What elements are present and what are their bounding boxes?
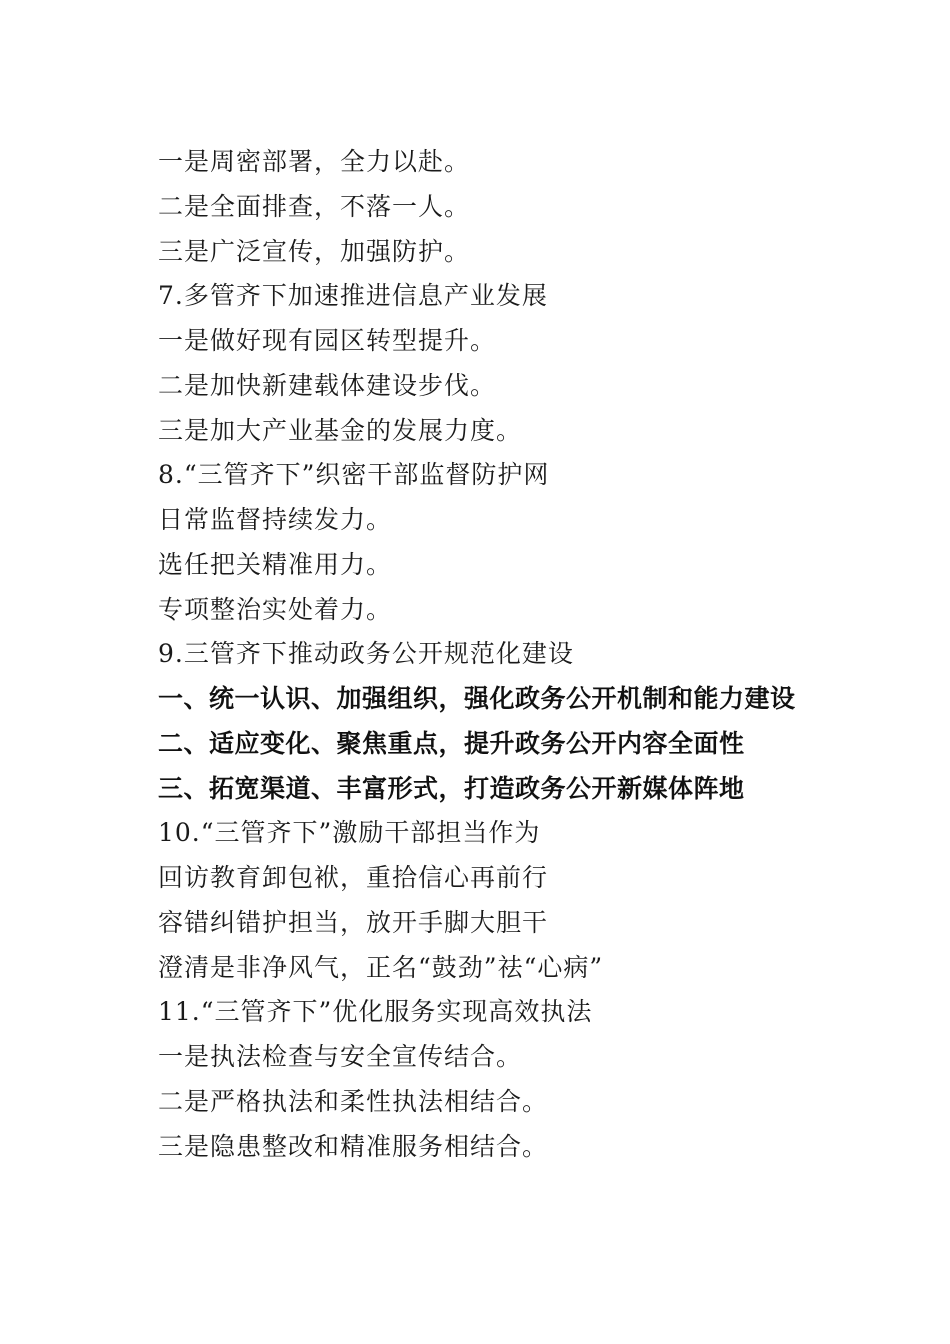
text-line: 澄清是非净风气，正名“鼓劲”祛“心病”: [158, 952, 604, 982]
section-heading: 8.“三管齐下”织密干部监督防护网: [158, 460, 550, 490]
text-line: 专项整治实处着力。: [158, 594, 393, 624]
bold-text-line: 二、适应变化、聚焦重点，提升政务公开内容全面性: [158, 728, 745, 758]
text-line: 选任把关精准用力。: [158, 549, 393, 579]
section-heading: 11.“三管齐下”优化服务实现高效执法: [158, 997, 593, 1027]
text-line: 日常监督持续发力。: [158, 505, 393, 534]
bold-text-line: 一、统一认识、加强组织，强化政务公开机制和能力建设: [158, 684, 796, 713]
text-line: 一是周密部署，全力以赴。: [158, 147, 471, 176]
text-line: 二是严格执法和柔性执法相结合。: [158, 1086, 549, 1116]
text-line: 二是全面排查，不落一人。: [158, 191, 471, 221]
text-line: 回访教育卸包袱，重拾信心再前行: [158, 863, 549, 892]
text-line: 三是广泛宣传，加强防护。: [158, 236, 471, 266]
section-heading: 7.多管齐下加速推进信息产业发展: [158, 281, 548, 311]
text-line: 三是加大产业基金的发展力度。: [158, 415, 523, 445]
text-line: 容错纠错护担当，放开手脚大胆干: [158, 907, 549, 937]
bold-text-line: 三、拓宽渠道、丰富形式，打造政务公开新媒体阵地: [158, 773, 745, 803]
text-line: 二是加快新建载体建设步伐。: [158, 370, 497, 400]
text-line: 一是做好现有园区转型提升。: [158, 326, 497, 355]
text-line: 一是执法检查与安全宣传结合。: [158, 1042, 523, 1071]
document-body: [158, 140, 898, 1169]
section-heading: 9.三管齐下推动政务公开规范化建设: [158, 639, 574, 669]
text-line: 三是隐患整改和精准服务相结合。: [158, 1131, 549, 1161]
section-heading: 10.“三管齐下”激励干部担当作为: [158, 818, 541, 848]
